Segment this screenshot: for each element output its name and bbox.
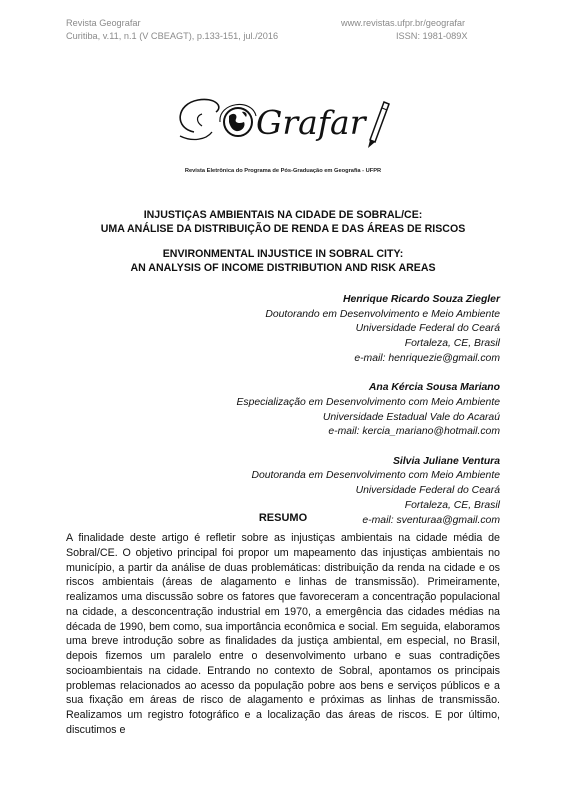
author-email[interactable]: e-mail: sventuraa@gmail.com (362, 514, 500, 526)
author-role: Especialização em Desenvolvimento com Meio Ambiente (236, 396, 500, 408)
journal-issn: ISSN: 1981-089X (396, 31, 468, 41)
author-email[interactable]: e-mail: kercia_mariano@hotmail.com (328, 426, 500, 438)
author-location: Fortaleza, CE, Brasil (404, 499, 500, 511)
title-pt-line2: UMA ANÁLISE DA DISTRIBUIÇÃO DE RENDA E DAS ÁREAS DE RISCOS (100, 223, 466, 235)
author-block (236, 293, 500, 367)
title-en-line1: ENVIRONMENTAL INJUSTICE IN SOBRAL CITY: (162, 248, 404, 260)
journal-header-right (341, 17, 468, 43)
author-institution: Universidade Estadual Vale do Acaraú (322, 411, 500, 423)
geografar-logo-icon (172, 92, 390, 154)
author-role: Doutorando em Desenvolvimento e Meio Ambiente (265, 308, 500, 320)
author-name: Henrique Ricardo Souza Ziegler (342, 294, 500, 305)
abstract-heading: RESUMO (258, 512, 308, 524)
journal-url[interactable]: www.revistas.ufpr.br/geografar (341, 18, 466, 28)
title-en-line2: AN ANALYSIS OF INCOME DISTRIBUTION AND RISK AREAS (130, 262, 436, 274)
title-portuguese (0, 208, 566, 236)
geografar-logo (172, 92, 390, 154)
journal-name: Revista Geografar (66, 18, 141, 28)
author-location: Fortaleza, CE, Brasil (404, 338, 500, 350)
author-block (236, 381, 500, 440)
author-role: Doutoranda em Desenvolvimento com Meio Ambiente (251, 470, 500, 482)
author-list (236, 293, 500, 543)
logo-caption: Revista Eletrônica do Programa de Pós-Graduação em Geografia - UFPR (184, 168, 382, 174)
author-email[interactable]: e-mail: henriquezie@gmail.com (354, 352, 500, 364)
abstract-body: A finalidade deste artigo é refletir sobre as injustiças ambientais na cidade média de Sobral/CE. O objetivo principal foi propor um mapeamento das injustiças ambientais no município, a partir da análise de duas problemáticas: distribuição da renda na cidade e os riscos ambientais (áreas de alagamento e linhas de transmissão). Primeiramente, realizamos uma discussão sobre os fatores que favoreceram a concentração populacional na cidade, a desconcentração industrial em 1970, a emergência das cidades médias na década de 1990, bem como, sua importância econômica e social. Em seguida, elaboramos uma breve introdução sobre as finalidades da justiça ambiental, em especial, no Brasil, depois fizemos um paralelo entre o desenvolvimento urbano e suas contradições socioambientais na cidade. Entrando no contexto de Sobral, apontamos os principais problemas relacionados ao acesso da população pobre aos bens e serviços públicos e a sua fixação em áreas de risco de alagamento e próximas as linhas de transmissão. Realizamos um registro fotográfico e a localização das áreas de riscos. E por último, discutimos e (66, 532, 500, 736)
journal-header-left (66, 17, 278, 43)
title-pt-line1: INJUSTIÇAS AMBIENTAIS NA CIDADE DE SOBRAL/CE: (143, 209, 423, 221)
logo-wordmark: Grafar (256, 103, 366, 142)
journal-citation: Curitiba, v.11, n.1 (V CBEAGT), p.133-151, jul./2016 (66, 31, 279, 41)
author-name: Ana Kércia Sousa Mariano (368, 382, 500, 394)
title-english (0, 247, 566, 275)
author-institution: Universidade Federal do Ceará (355, 485, 500, 497)
author-institution: Universidade Federal do Ceará (355, 323, 500, 335)
author-name: Silvia Juliane Ventura (392, 455, 500, 467)
